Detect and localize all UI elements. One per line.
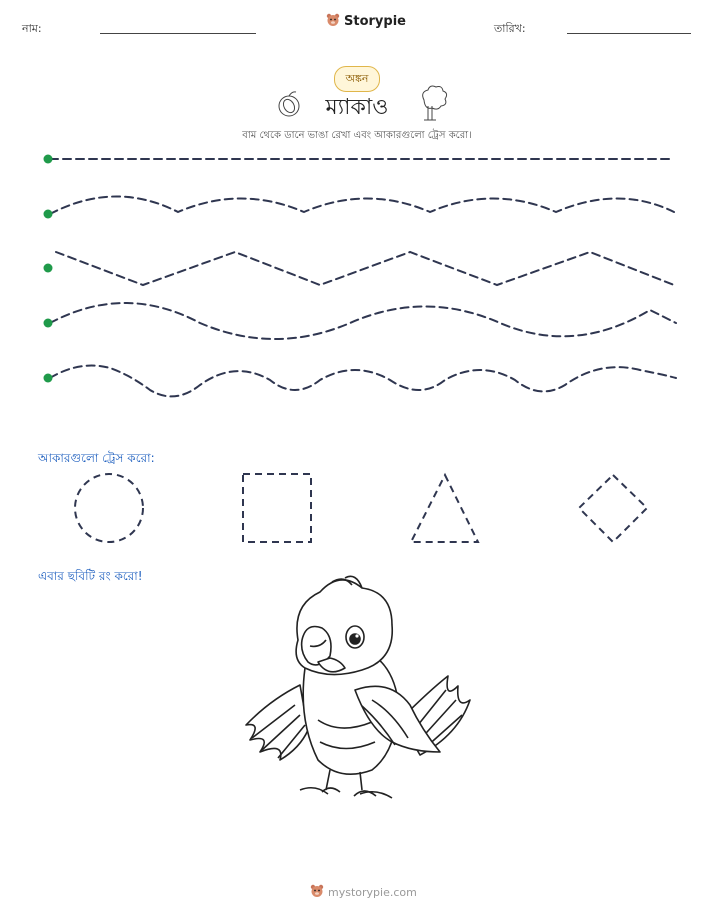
shapes-heading: আকারগুলো ট্রেস করো: bbox=[38, 451, 155, 465]
name-label: নাম: bbox=[22, 22, 42, 35]
start-dot-2 bbox=[44, 210, 53, 219]
trace-line-zigzag[interactable] bbox=[56, 252, 674, 285]
tree-icon bbox=[423, 86, 447, 120]
page-title: ম্যাকাও bbox=[325, 95, 389, 120]
category-badge: অঙ্কন bbox=[334, 66, 380, 92]
trace-shape-diamond[interactable] bbox=[579, 475, 647, 542]
start-dot-3 bbox=[44, 264, 53, 273]
footer-url[interactable]: mystorypie.com bbox=[328, 886, 417, 899]
start-dot-5 bbox=[44, 374, 53, 383]
trace-shape-circle[interactable] bbox=[75, 474, 143, 542]
trace-line-wave-bumpy[interactable] bbox=[50, 366, 676, 397]
instruction-text: বাম থেকে ডানে ভাঙা রেখা এবং আকারগুলো ট্রেস করো। bbox=[242, 130, 472, 141]
start-dot-1 bbox=[44, 155, 53, 164]
trace-shape-triangle[interactable] bbox=[411, 475, 478, 542]
bear-icon bbox=[310, 884, 324, 901]
trace-line-wave-large[interactable] bbox=[50, 303, 676, 339]
brand-name: Storypie bbox=[344, 14, 406, 29]
trace-shape-square[interactable] bbox=[243, 474, 311, 542]
macaw-coloring-image[interactable] bbox=[246, 576, 470, 798]
coloring-heading: এবার ছবিটি রং করো! bbox=[38, 569, 143, 583]
start-dot-4 bbox=[44, 319, 53, 328]
footer bbox=[310, 884, 417, 901]
trace-line-wave[interactable] bbox=[50, 196, 674, 214]
fruit-icon bbox=[279, 92, 299, 116]
date-label: তারিখ: bbox=[494, 22, 526, 35]
